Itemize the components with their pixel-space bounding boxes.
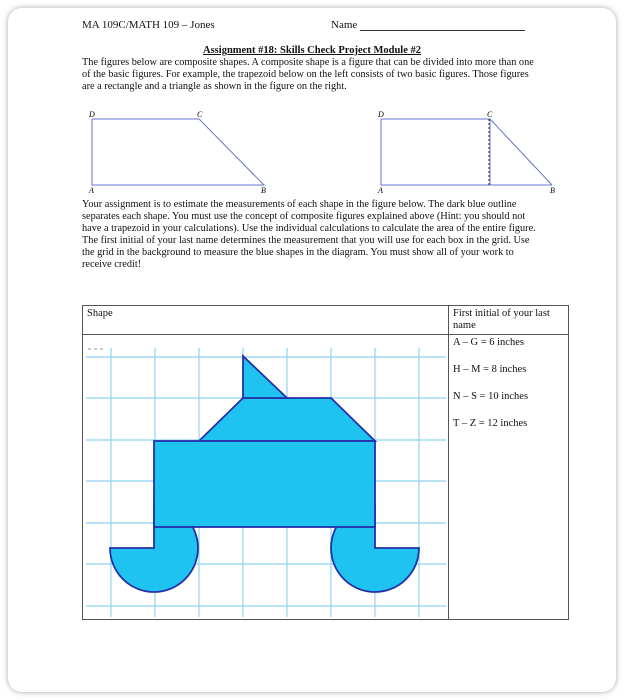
left-label-d: D bbox=[89, 110, 95, 119]
measurement-rule-n-s: N – S = 10 inches bbox=[453, 391, 529, 402]
shape-column-header: Shape bbox=[87, 308, 113, 319]
left-label-a: A bbox=[89, 186, 94, 195]
initial-column-header: First initial of your last name bbox=[453, 308, 550, 331]
right-label-d: D bbox=[378, 110, 384, 119]
measurement-rule-t-z: T – Z = 12 inches bbox=[453, 418, 528, 429]
name-label: Name bbox=[331, 19, 358, 31]
right-label-b: B bbox=[550, 186, 555, 195]
instructions-paragraph: Your assignment is to estimate the measurements of each shape in the figure below. The dark blue outline separates each shape. You must use the concept of composite figures explained above (Hint: you should not have a trapezoid in your calculations). Use the individual calculations to calculate the area of the entire figure. The first initial of your last name determines the measurement that you will use for each box in the grid. Use the grid in the background to measure the blue shapes in the diagram. You must show all of your work to receive credit! bbox=[82, 199, 536, 271]
right-label-c: C bbox=[487, 110, 493, 119]
course-header: MA 109C/MATH 109 – Jones bbox=[82, 19, 215, 31]
body-rectangle bbox=[154, 441, 375, 527]
left-label-b: B bbox=[261, 186, 266, 195]
intro-paragraph: The figures below are composite shapes. A composite shape is a figure that can be divided into more than one of the basic figures. For example, the trapezoid below on the left consists of two basic figures. Those figures are a rectangle and a triangle as shown in the figure on the right. bbox=[82, 57, 534, 93]
composite-shapes bbox=[110, 356, 419, 592]
left-label-c: C bbox=[197, 110, 203, 119]
measurement-rule-a-g: A – G = 6 inches bbox=[453, 337, 524, 348]
right-label-a: A bbox=[378, 186, 383, 195]
assignment-title: Assignment #18: Skills Check Project Module #2 bbox=[203, 45, 421, 56]
measurement-rule-h-m: H – M = 8 inches bbox=[453, 364, 527, 375]
trapezoid-cabin bbox=[199, 398, 375, 441]
triangle-flag bbox=[243, 356, 287, 398]
